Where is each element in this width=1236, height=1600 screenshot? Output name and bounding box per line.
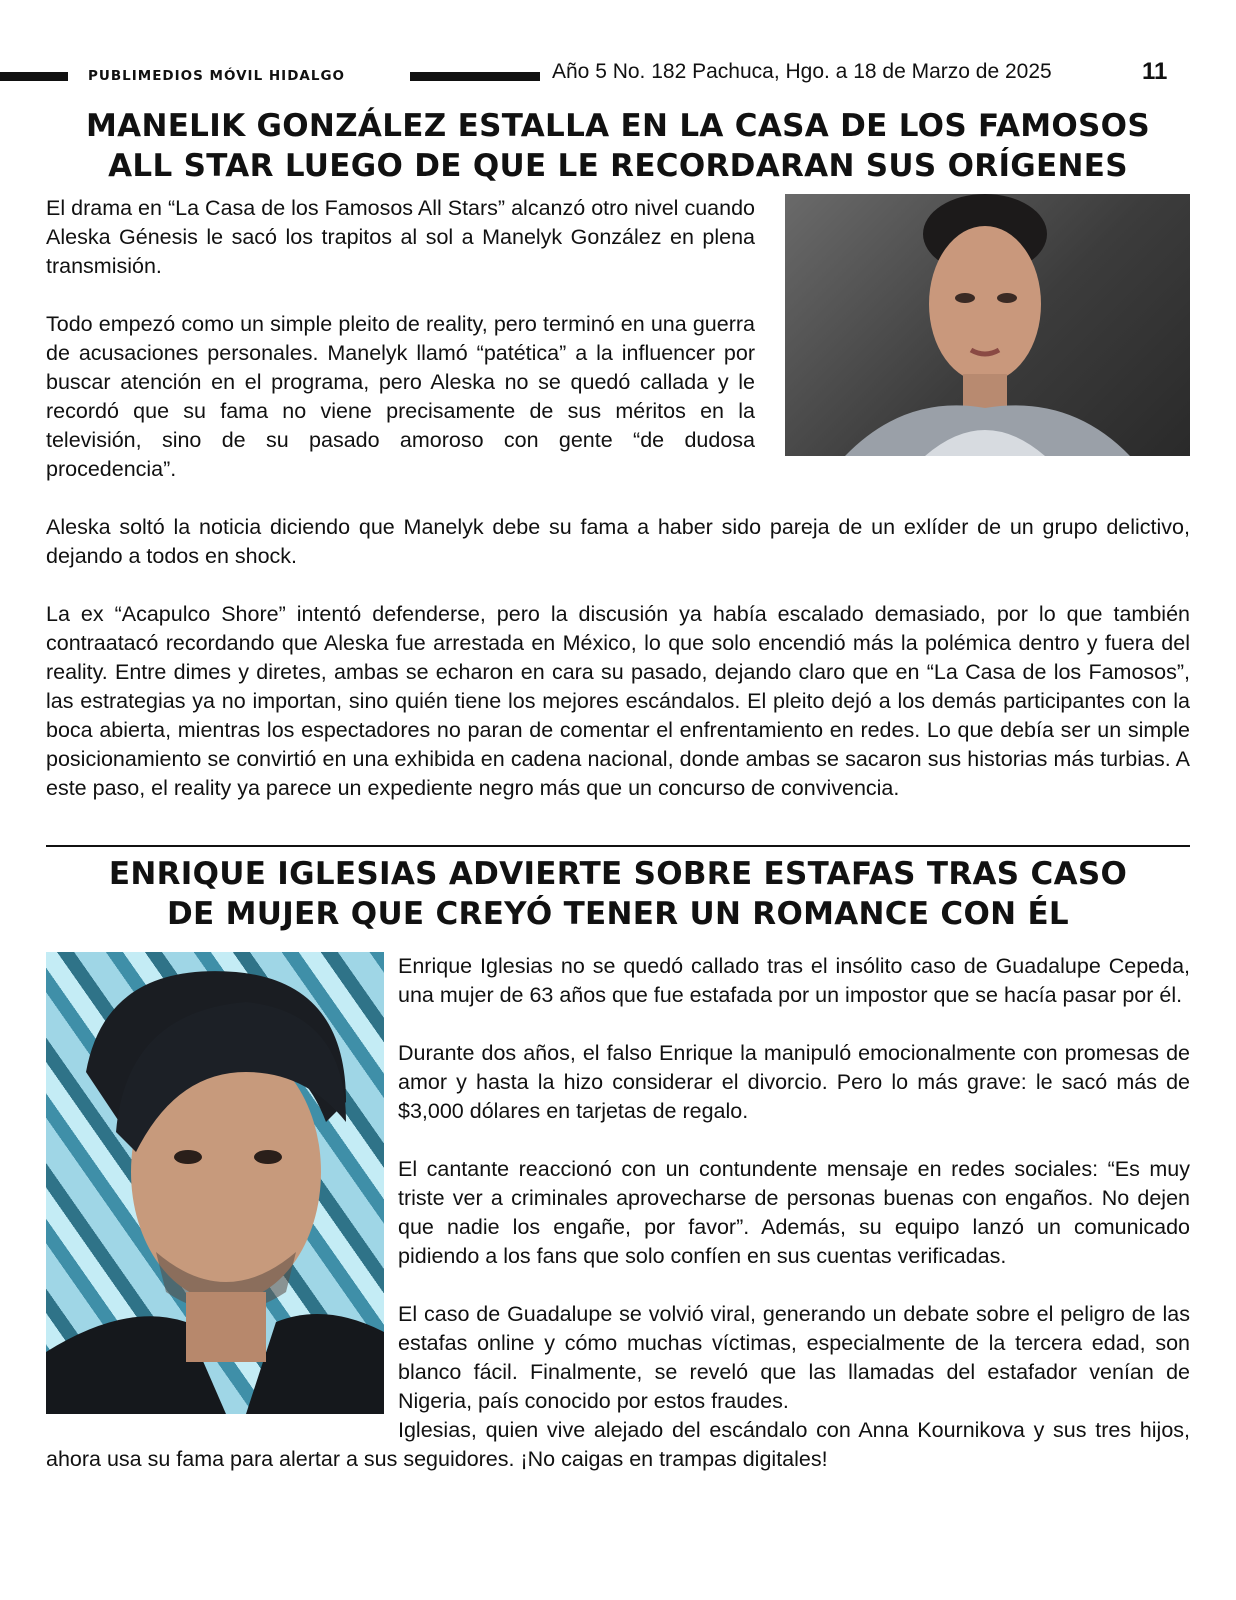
article2-photo [46, 952, 384, 1414]
article1-body [46, 194, 1190, 832]
article1-paragraph: La ex “Acapulco Shore” intentó defenderse, pero la discusión ya había escalado demasiado, por lo que también contraatacó recordando que Aleska fue arrestada en México, lo que solo encendió más la polémica dentro y fuera del reality. Entre dimes y diretes, ambas se echaron en cara su pasado, dejando claro que en “La Casa de los Famosos”, las estrategias ya no importan, sino quién tiene los mejores escándalos. El pleito dejó a los demás participantes con la boca abierta, mientras los espectadores no paran de comentar el enfrentamiento en redes. Lo que debía ser un simple posicionamiento se convirtió en una exhibida en cadena nacional, donde ambas se sacaron sus historias más turbias. A este paso, el reality ya parece un expediente negro más que un concurso de convivencia. [46, 602, 1190, 800]
issue-line: Año 5 No. 182 Pachuca, Hgo. a 18 de Marzo de 2025 [552, 60, 1052, 83]
article2-paragraph: Iglesias, quien vive alejado del escándalo con Anna Kournikova y sus tres hijos, ahora usa su fama para alertar a sus seguidores. ¡No caigas en trampas digitales! [46, 1418, 1190, 1471]
article1-photo [785, 194, 1190, 456]
article1-headline-line2: ALL STAR LUEGO DE QUE LE RECORDARAN SUS ORÍGENES [108, 148, 1128, 184]
article2-body [46, 952, 1190, 1474]
page-number: 11 [1142, 58, 1168, 85]
article2-headline [46, 854, 1190, 934]
publication-name: PUBLIMEDIOS MÓVIL HIDALGO [88, 68, 346, 84]
portrait-man-image [46, 952, 384, 1414]
article1-headline [46, 106, 1190, 186]
article1-paragraph: Todo empezó como un simple pleito de reality, pero terminó en una guerra de acusaciones personales. Manelyk llamó “patética” a la influencer por buscar atención en el programa, pero Aleska no se quedó callada y le recordó que su fama no viene precisamente de sus méritos en la televisión, sino de su pasado amoroso con gente “de dudosa procedencia”. [46, 312, 755, 481]
article2-paragraph: Durante dos años, el falso Enrique la manipuló emocionalmente con promesas de amor y hasta la hizo considerar el divorcio. Pero lo más grave: le sacó más de $3,000 dólares en tarjetas de regalo. [398, 1041, 1190, 1123]
masthead-bar-middle [410, 72, 540, 81]
article1-paragraph: El drama en “La Casa de los Famosos All Stars” alcanzó otro nivel cuando Aleska Génesis le sacó los trapitos al sol a Manelyk González en plena transmisión. [46, 196, 755, 278]
masthead-bar-left [0, 72, 68, 81]
article2-headline-line1: ENRIQUE IGLESIAS ADVIERTE SOBRE ESTAFAS TRAS CASO [108, 856, 1128, 892]
article2-headline-line2: DE MUJER QUE CREYÓ TENER UN ROMANCE CON ÉL [167, 896, 1069, 932]
article1-paragraph: Aleska soltó la noticia diciendo que Manelyk debe su fama a haber sido pareja de un exlíder de un grupo delictivo, dejando a todos en shock. [46, 515, 1190, 568]
portrait-woman-image [785, 194, 1190, 456]
masthead [0, 56, 1236, 92]
section-divider [46, 845, 1190, 847]
article2-paragraph: El cantante reaccionó con un contundente mensaje en redes sociales: “Es muy triste ver a criminales aprovecharse de personas buenas con engaños. No dejen que nadie los engañe, por favor”. Además, su equipo lanzó un comunicado pidiendo a los fans que solo confíen en sus cuentas verificadas. [398, 1157, 1190, 1268]
article1-headline-line1: MANELIK GONZÁLEZ ESTALLA EN LA CASA DE LOS FAMOSOS [86, 108, 1150, 144]
article2-paragraph: El caso de Guadalupe se volvió viral, generando un debate sobre el peligro de las estafas online y cómo muchas víctimas, especialmente de la tercera edad, son blanco fácil. Finalmente, se reveló que las llamadas del estafador venían de Nigeria, país conocido por estos fraudes. [398, 1302, 1190, 1413]
article2-paragraph: Enrique Iglesias no se quedó callado tras el insólito caso de Guadalupe Cepeda, una mujer de 63 años que fue estafada por un impostor que se hacía pasar por él. [398, 954, 1190, 1007]
